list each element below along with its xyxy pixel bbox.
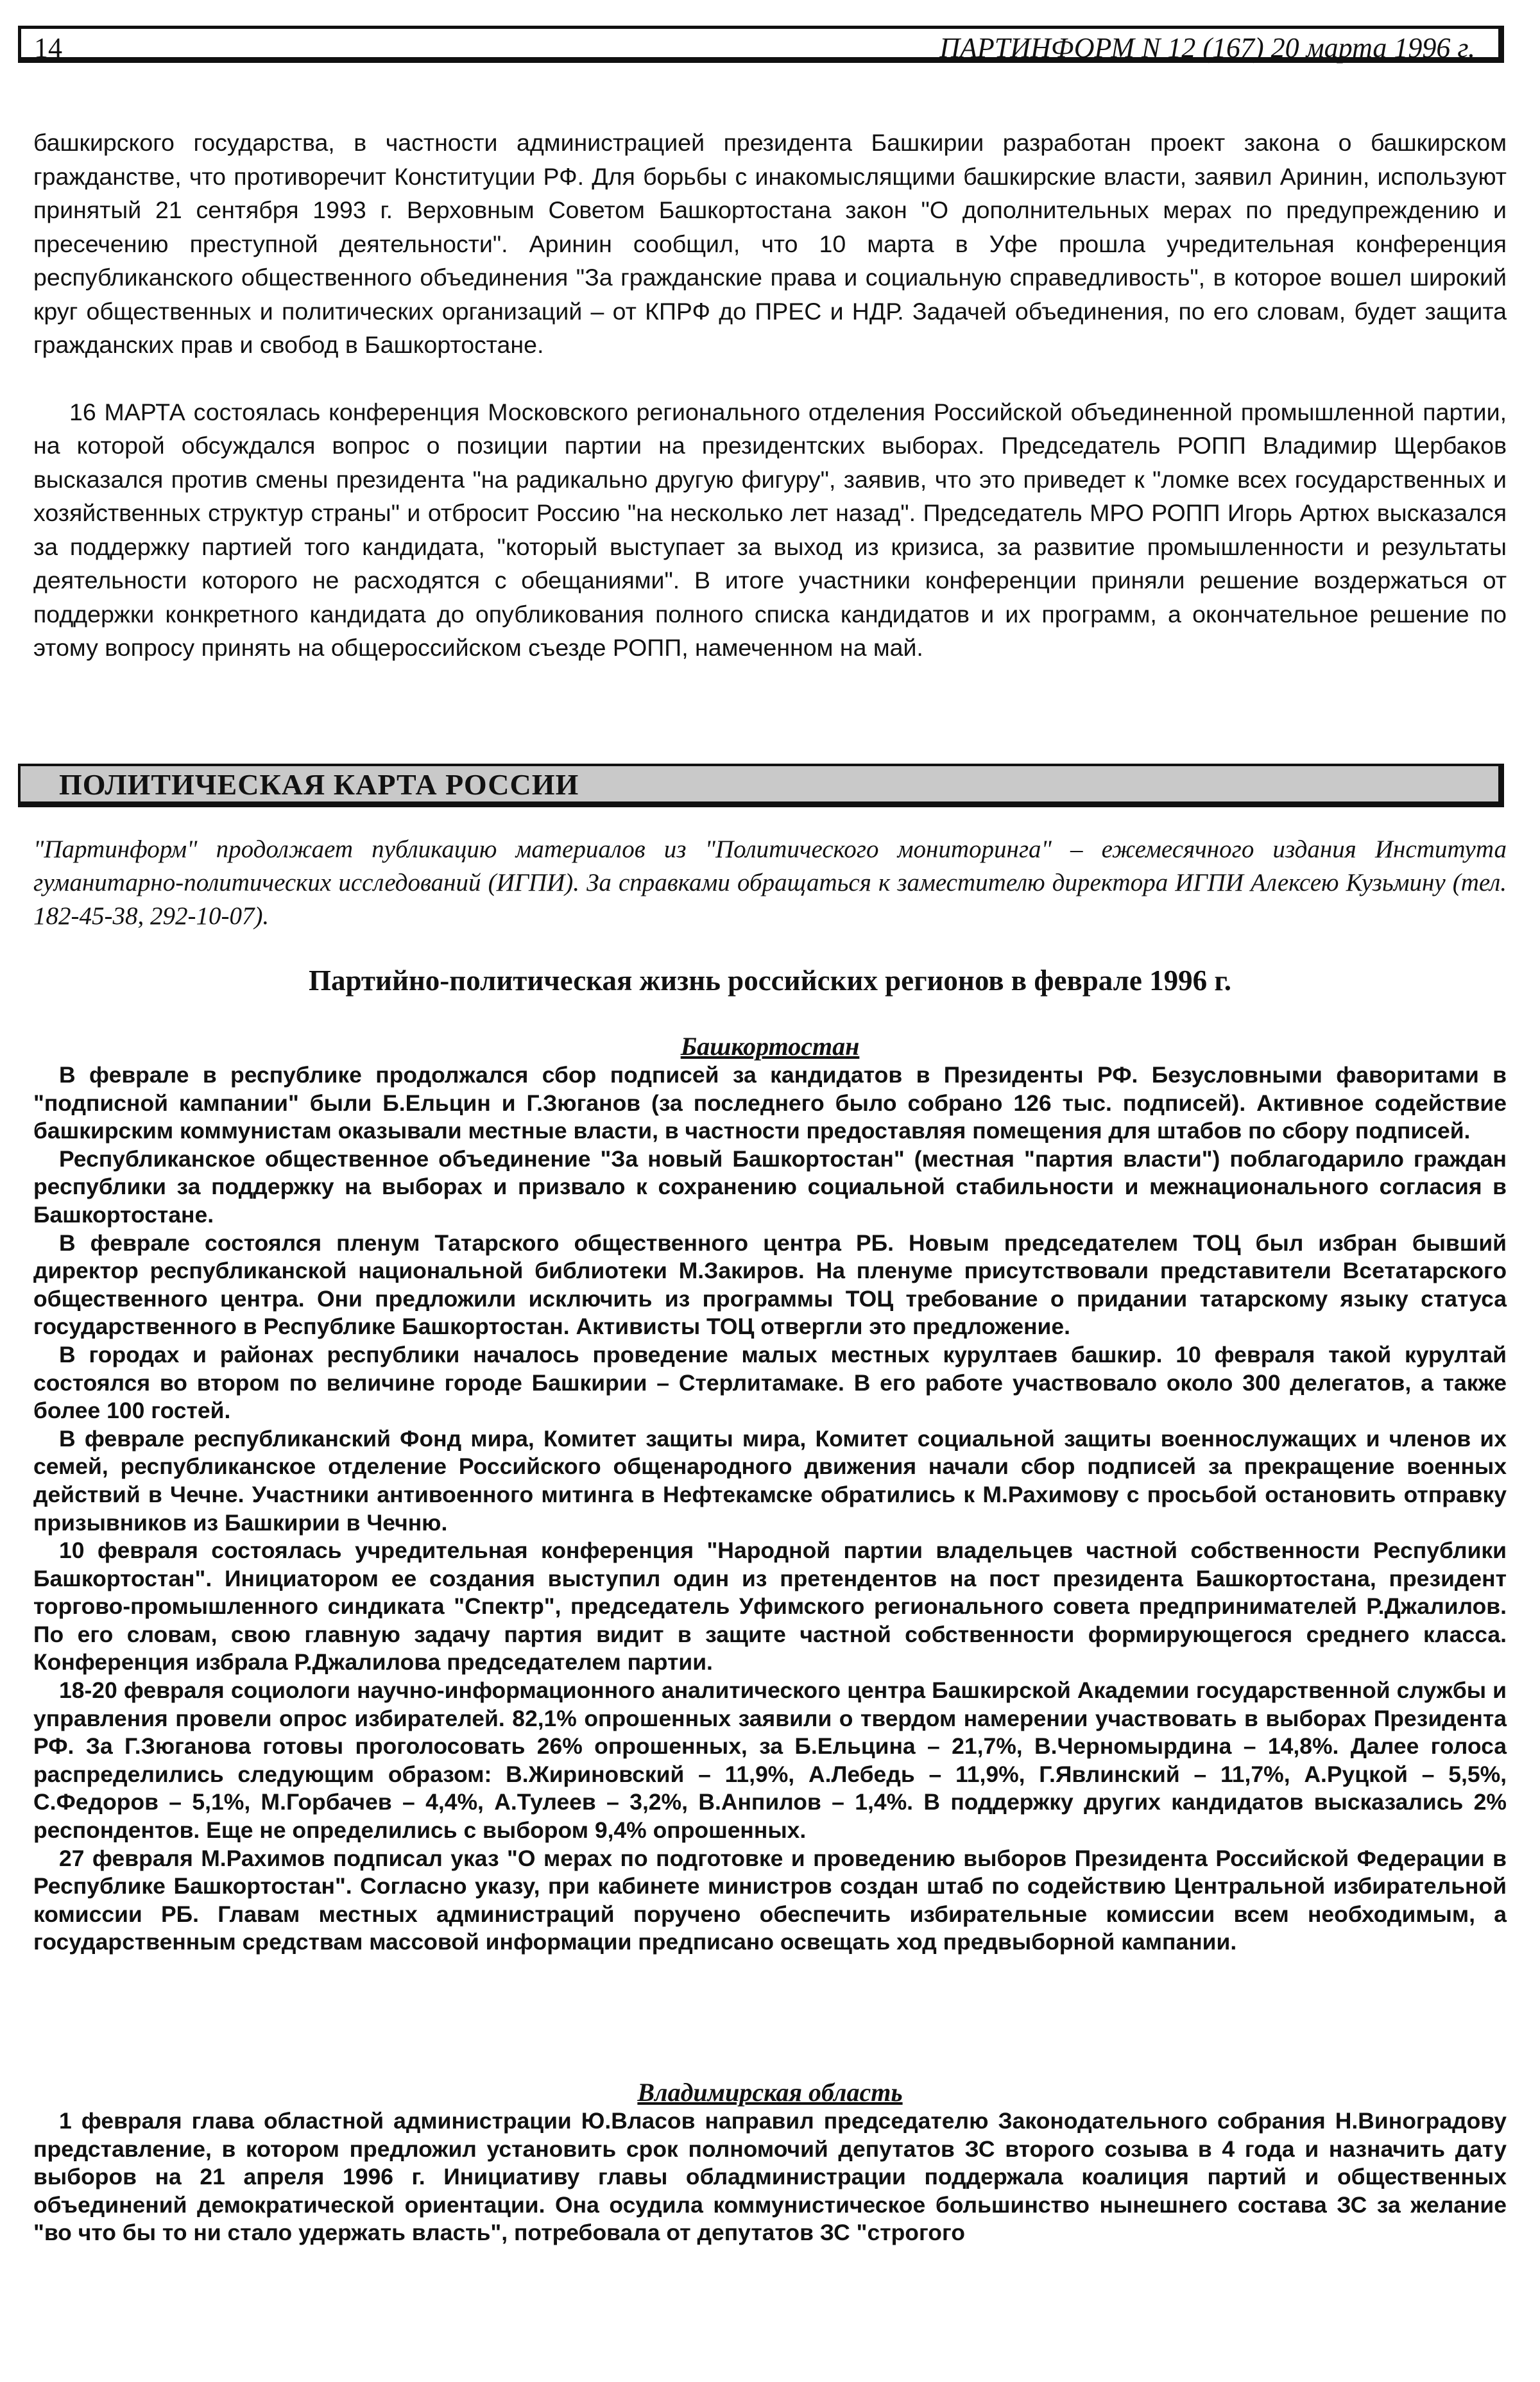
paragraph: В феврале в республике продолжался сбор подписей за кандидатов в Президенты РФ. Безусловными фаворитами в "подписной кампании" были Б.Ельцин и Г.Зюганов (за последнего было собрано 126 тыс. подписей). Активное содействие башкирским коммунистам оказывали местные власти, в частности предоставляя помещения для штабов по сбору подписей. bbox=[33, 1062, 1507, 1144]
paragraph: В городах и районах республики началось проведение малых местных курултаев башкир. 10 февраля такой курултай состоялся во втором по величине городе Башкирии – Стерлитамаке. В его работе участвовало около 300 делегатов, а также более 100 гостей. bbox=[33, 1341, 1507, 1424]
region-body-bashkortostan bbox=[33, 1061, 1507, 1957]
article-title: Партийно-политическая жизнь российских регионов в феврале 1996 г. bbox=[308, 964, 1232, 997]
paragraph: 27 февраля М.Рахимов подписал указ "О мерах по подготовке и проведению выборов Президента Российской Федерации в Республике Башкортостан". Согласно указу, при кабинете министров создан штаб по содействию Центральной избирательной комиссии РБ. Главам местных администраций поручено обеспечить избирательные комиссии всем необходимым, а государственным средствам массовой информации предписано освещать ход предвыборной кампании. bbox=[33, 1845, 1507, 1955]
page-header bbox=[18, 26, 1504, 63]
issue-title: ПАРТИНФОРМ N 12 (167) 20 марта 1996 г. bbox=[939, 32, 1475, 64]
paragraph: В феврале республиканский Фонд мира, Комитет защиты мира, Комитет социальной защиты военнослужащих и членов их семей, республиканское отделение Российского общенародного движения начали сбор подписей за прекращение военных действий в Чечне. Участники антивоенного митинга в Нефтекамске обратились к М.Рахимову с просьбой остановить отправку призывников из Башкирии в Чечню. bbox=[33, 1425, 1507, 1536]
paragraph: башкирского государства, в частности администрацией президента Башкирии разработан проект закона о башкирском гражданстве, что противоречит Конституции РФ. Для борьбы с инакомыслящими башкирские власти, заявил Аринин, используют принятый 21 сентября 1993 г. Верховным Советом Башкортостана закон "О дополнительных мерах по предупреждению и пресечению преступной деятельности". Аринин сообщил, что 10 марта в Уфе прошла учредительная конференция республиканского общественного объединения "За гражданские права и социальную справедливость", в которое вошел широкий круг общественных и политических организаций – от КПРФ до ПРЕС и НДР. Задачей объединения, по его словам, будет защита гражданских прав и свобод в Башкортостане. bbox=[33, 129, 1507, 358]
section-intro: "Партинформ" продолжает публикацию материалов из "Политического мониторинга" – ежемесячного издания Института гуманитарно-политических исследований (ИГПИ). За справками обращаться к заместителю директора ИГПИ Алексею Кузьмину (тел. 182-45-38, 292-10-07). bbox=[33, 835, 1507, 930]
region-heading: Башкортостан bbox=[680, 1032, 860, 1061]
continued-article bbox=[33, 126, 1507, 665]
section-title: ПОЛИТИЧЕСКАЯ КАРТА РОССИИ bbox=[59, 768, 579, 801]
paragraph: 1 февраля глава областной администрации Ю.Власов направил председателю Законодательного собрания Н.Виноградову представление, в котором предложил установить срок полномочий депутатов ЗС второго созыва в 4 года и назначить дату выборов на 21 апреля 1996 г. Инициативу главы обладминистрации поддержала коалиция партий и общественных объединений демократической ориентации. Она осудила коммунистическое большинство нынешнего состава ЗС за желание "во что бы то ни стало удержать власть", потребовала от депутатов ЗС "строгого bbox=[33, 2108, 1507, 2246]
paragraph: 16 МАРТА состоялась конференция Московского регионального отделения Российской объединенной промышленной партии, на которой обсуждался вопрос о позиции партии на президентских выборах. Председатель РОПП Владимир Щербаков высказался против смены президента "на радикально другую фигуру", заявив, что это приведет к "ломке всех государственных и хозяйственных структур страны" и отбросит Россию "на несколько лет назад". Председатель МРО РОПП Игорь Артюх высказался за поддержку партией того кандидата, "который выступает за выход из кризиса, за развитие промышленности и результаты деятельности которого не расходятся с обещаниями". В итоге участники конференции приняли решение воздержаться от поддержки конкретного кандидата до опубликования полного списка кандидатов и их программ, а окончательное решение по этому вопросу принять на общероссийском съезде РОПП, намеченном на май. bbox=[33, 398, 1507, 661]
paragraph: 18-20 февраля социологи научно-информационного аналитического центра Башкирской Академии государственной службы и управления провели опрос избирателей. 82,1% опрошенных заявили о твердом намерении участвовать в выборах Президента РФ. За Г.Зюганова готовы проголосовать 26% опрошенных, за Б.Ельцина – 21,7%, В.Черномырдина – 14,8%. Далее голоса распределились следующим образом: В.Жириновский – 11,9%, А.Лебедь – 11,9%, Г.Явлинский – 11,7%, А.Руцкой – 5,5%, С.Федоров – 5,1%, М.Горбачев – 4,4%, А.Тулеев – 3,2%, В.Анпилов – 1,4%. В поддержку других кандидатов высказались 2% респондентов. Еще не определились с выбором 9,4% опрошенных. bbox=[33, 1677, 1507, 1844]
paragraph: 10 февраля состоялась учредительная конференция "Народной партии владельцев частной собственности Республики Башкортостан". Инициатором ее создания выступил один из претендентов на пост президента Башкортостана, президент торгово-промышленного синдиката "Спектр", председатель Уфимского регионального совета предпринимателей Р.Джалилов. По его словам, свою главную задачу партия видит в защите частной собственности формирующегося среднего класса. Конференция избрала Р.Джалилова председателем партии. bbox=[33, 1538, 1507, 1675]
paragraph: В феврале состоялся пленум Татарского общественного центра РБ. Новым председателем ТОЦ был избран бывший директор республиканской национальной библиотеки М.Закиров. На пленуме присутствовали представители Всетатарского общественного центра. Они предложили исключить из программы ТОЦ требование о придании татарскому языку статуса государственного в Республике Башкортостан. Активисты ТОЦ отвергли это предложение. bbox=[33, 1230, 1507, 1340]
region-body-vladimir bbox=[33, 2107, 1507, 2247]
paragraph: Республиканское общественное объединение "За новый Башкортостан" (местная "партия власти") поблагодарило граждан республики за поддержку на выборах и призвало к сохранению социальной стабильности и межнационального согласия в Башкортостане. bbox=[33, 1145, 1507, 1228]
section-banner bbox=[18, 764, 1504, 807]
region-heading: Владимирская область bbox=[637, 2078, 903, 2107]
page-number: 14 bbox=[34, 32, 62, 64]
